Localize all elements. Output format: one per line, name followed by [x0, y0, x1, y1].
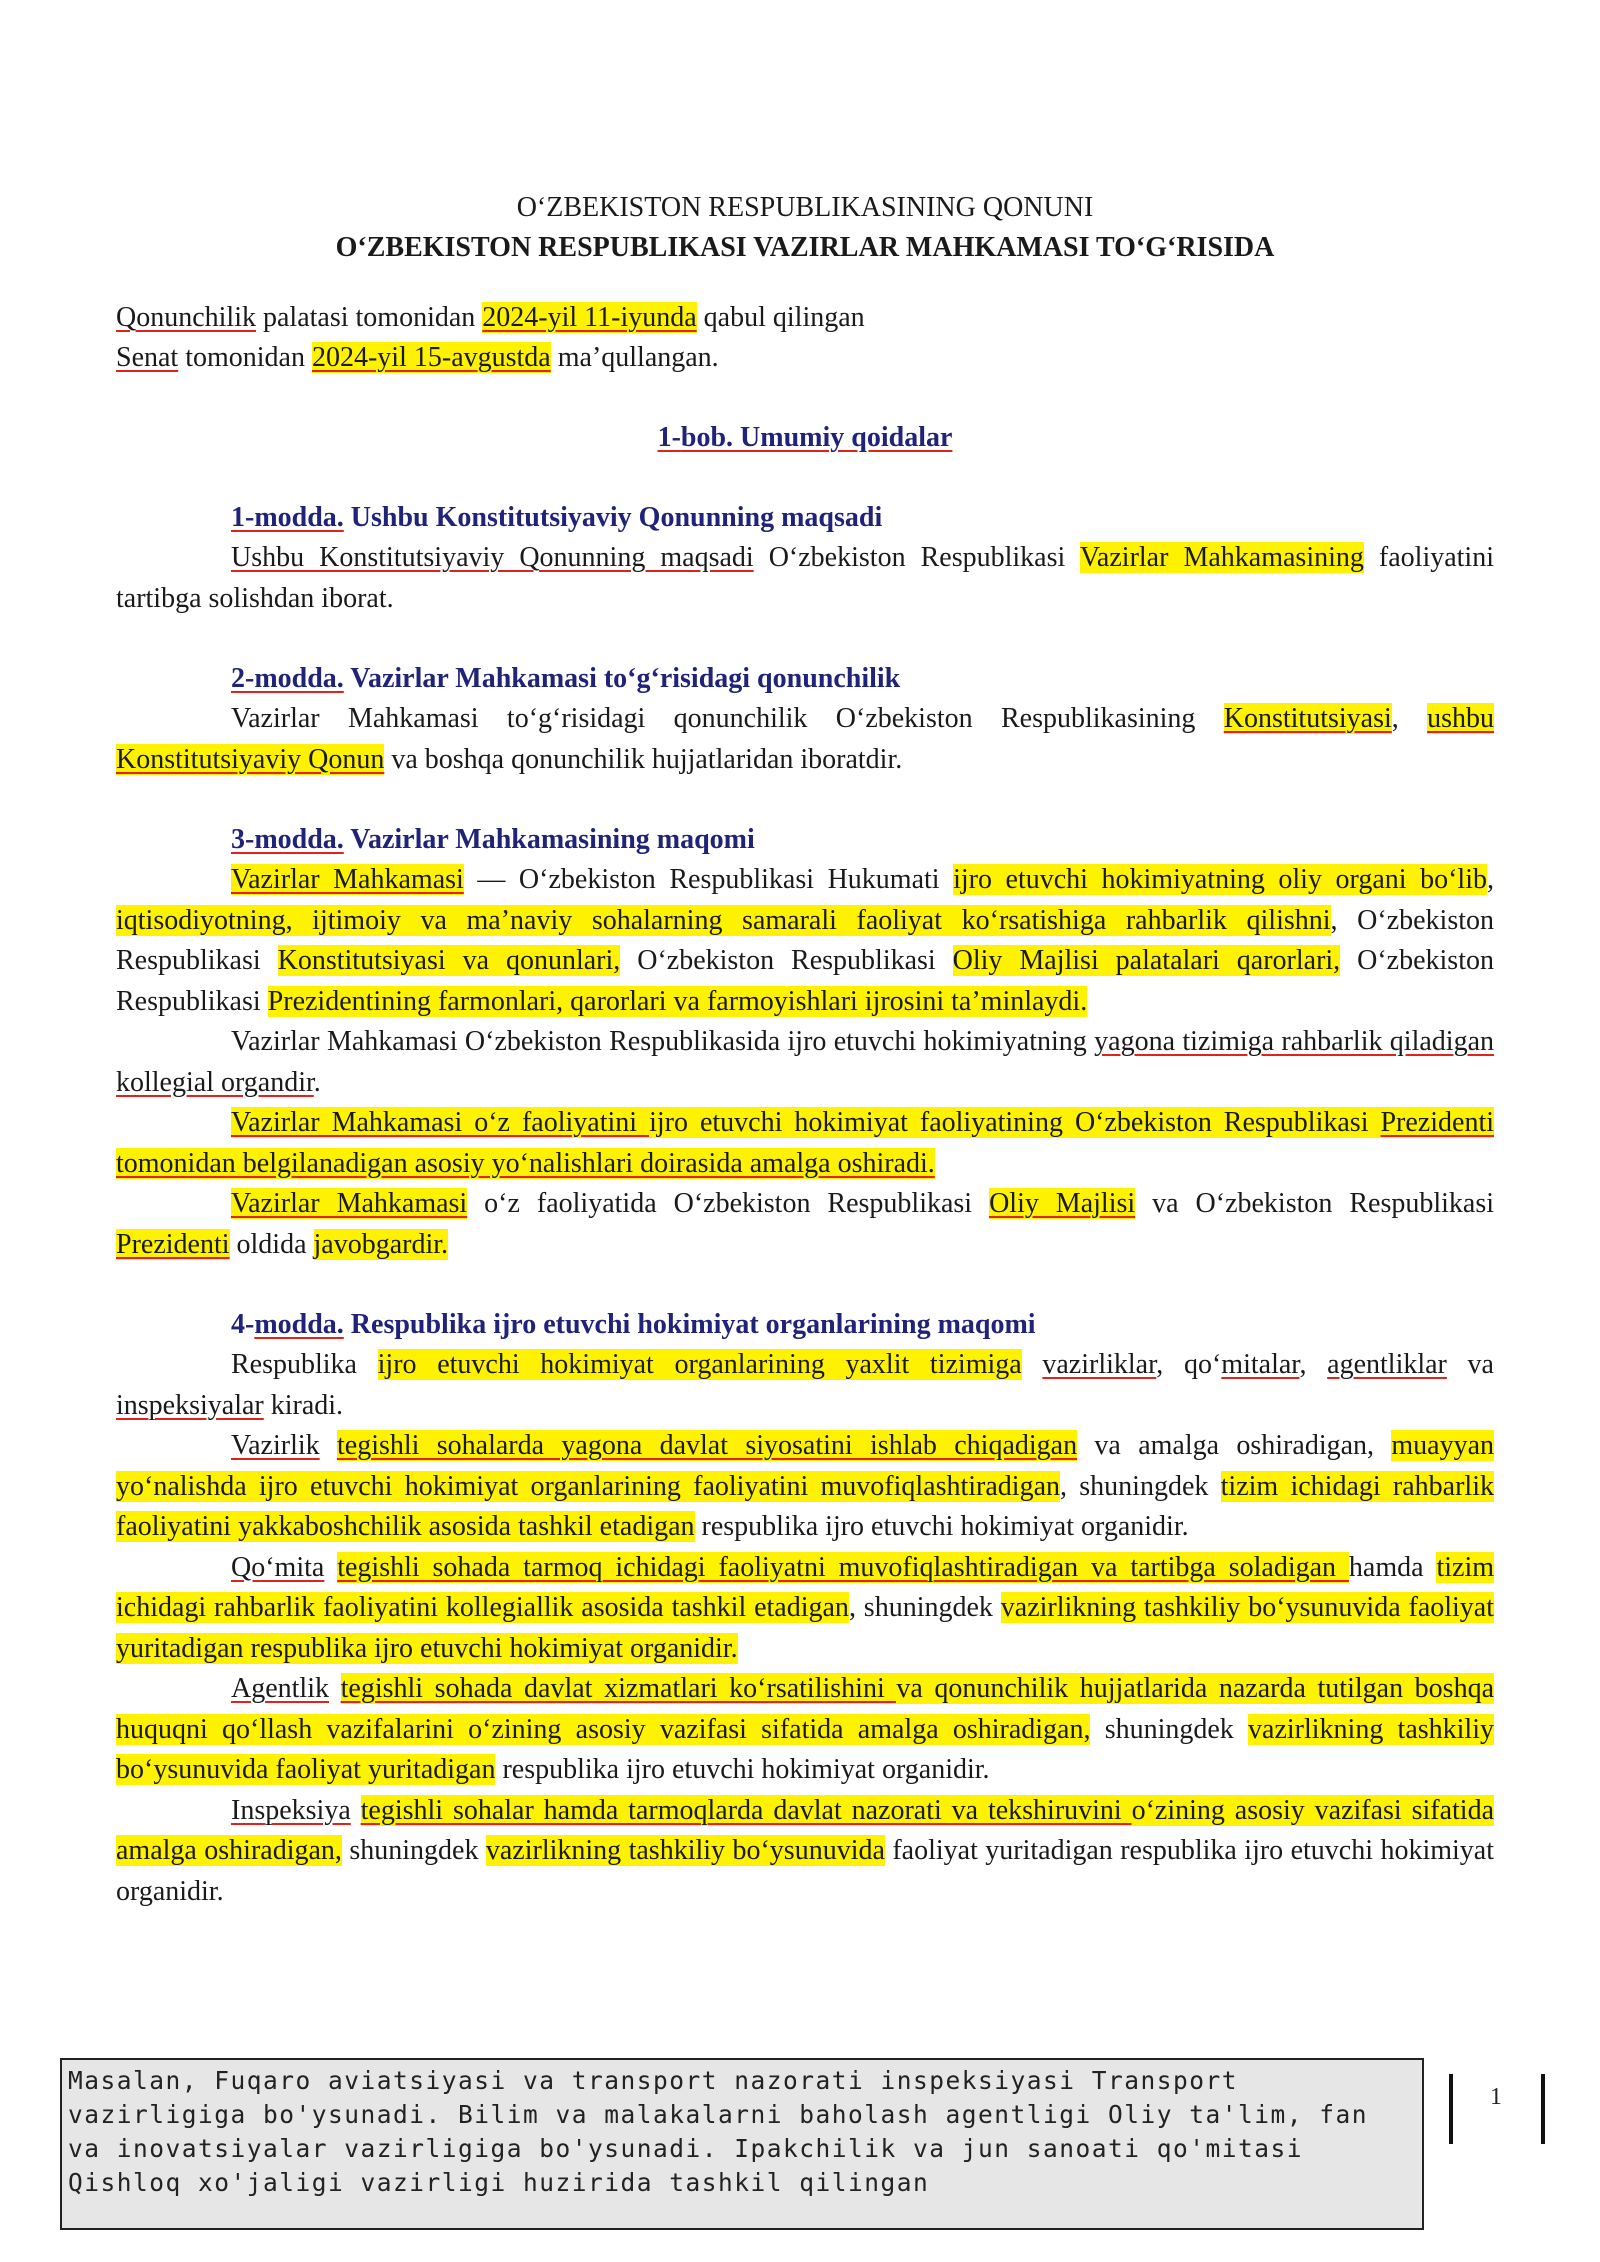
adoption-info [116, 298, 1494, 378]
paragraph [116, 1426, 1494, 1548]
footnote-box: Masalan, Fuqaro aviatsiyasi va transport nazorati inspeksiyasi Transport vazirligiga bo'ysunadi. Bilim va malakalarni baholash agentligi Oliy ta'lim, fan va inovatsiyalar vazirligiga bo'ysunadi. Ipakchilik va jun sanoati qo'mitasi Qishloq xo'jaligi vazirligi huzirida tashkil qilingan [60, 2058, 1424, 2230]
text-run: shuningdek [341, 1835, 486, 1866]
text-run [329, 1673, 341, 1704]
text-run: va boshqa qonunchilik hujjatlaridan iboratdir. [384, 743, 903, 775]
meta-text: ma’qullangan. [550, 342, 719, 373]
highlighted-text: vazirlikning tashkiliy bo‘ysunuvida [485, 1835, 885, 1866]
highlighted-text: Vazirlar Mahkamasi o‘z faoliyatini [231, 1107, 650, 1138]
underlined-text: Qo‘mita [231, 1551, 325, 1583]
text-run [320, 1430, 337, 1461]
text-run: faoliyatini tartibga solishdan iborat. [116, 542, 1494, 614]
text-run: Respublika [231, 1349, 378, 1380]
text-run [1022, 1349, 1043, 1380]
article-title [116, 659, 1494, 699]
article-number: 2-modda. [231, 663, 344, 694]
highlighted-text: Vazirlar Mahkamasining [1079, 542, 1364, 573]
highlighted-text: Vazirlar Mahkamasi [231, 1188, 468, 1219]
text-run: O‘zbekiston Respublikasi [116, 945, 1494, 1017]
highlighted-text: Oliy Majlisi palatalari qarorlari, [952, 945, 1341, 976]
text-run: Ushbu Konstitutsiyaviy Qonunning maqsadi [231, 542, 754, 573]
text-run: oldida [229, 1228, 314, 1260]
text-run: respublika ijro etuvchi hokimiyat organidir. [495, 1754, 990, 1785]
text-run: va amalga oshiradigan, [1077, 1430, 1392, 1461]
highlighted-text: Prezidentining farmonlari, qarorlari va farmoyishlari ijrosini ta’minlaydi. [267, 985, 1088, 1017]
text-run: respublika ijro etuvchi hokimiyat organidir. [694, 1511, 1189, 1542]
paragraph [116, 1669, 1494, 1791]
underlined-text: vazirliklar [1042, 1349, 1157, 1380]
header-line-1: O‘ZBEKISTON RESPUBLIKASINING QONUNI [516, 192, 1094, 223]
law-header [116, 188, 1494, 268]
article-3 [116, 820, 1494, 1265]
meta-chamber: Qonunchilik [116, 302, 256, 333]
text-run [351, 1795, 361, 1826]
paragraph [116, 699, 1494, 780]
highlighted-text: muayyan yo‘nalishda ijro etuvchi hokimiyat organlarining faoliyatini muvofiqlashtiradigan [116, 1430, 1495, 1502]
text-run: O‘zbekiston Respublikasi [620, 945, 953, 976]
meta-text: palatasi tomonidan [256, 302, 483, 333]
highlighted-text: Oliy Majlisi [989, 1188, 1136, 1219]
article-2 [116, 659, 1494, 780]
paragraph [116, 1184, 1494, 1265]
text-run: Vazirlar Mahkamasi O‘zbekiston Respublikasida ijro etuvchi hokimiyatning [231, 1026, 1095, 1057]
text-run: , [1487, 864, 1494, 895]
highlighted-text: tegishli sohalar hamda tarmoqlarda davlat nazorati va tekshiruvini [360, 1794, 1132, 1826]
highlighted-text: vazirlikning tashkiliy bo‘ysunuvida faoliyat yuritadigan [116, 1713, 1494, 1785]
highlighted-text: ijro etuvchi hokimiyatning oliy organi bo‘lib [953, 864, 1487, 895]
text-run: , shuningdek [848, 1592, 1001, 1623]
text-run: . [313, 1066, 321, 1098]
chapter-title: bob. Umumiy qoidalar [680, 422, 953, 453]
highlighted-text: o‘zining asosiy vazifasi sifatida amalga oshiradigan, [116, 1794, 1494, 1866]
article-name: Respublika ijro etuvchi hokimiyat organlarining maqomi [343, 1309, 1036, 1340]
page-number: 1 [1490, 2084, 1502, 2110]
article-name: Ushbu Konstitutsiyaviy Qonunning maqsadi [343, 502, 883, 533]
page-marker-right [1541, 2074, 1545, 2144]
highlighted-text: Vazirlar Mahkamasi [231, 864, 464, 895]
meta-text: qabul qilingan [696, 302, 865, 333]
article-number: 4- [231, 1309, 255, 1340]
article-number: 1-modda. [231, 502, 344, 533]
underlined-text: agentliklar [1327, 1349, 1447, 1380]
meta-text: tomonidan [178, 342, 312, 373]
text-run: hamda [1348, 1551, 1437, 1583]
text-run: kiradi. [263, 1389, 344, 1421]
article-number: 3-modda. [231, 824, 344, 855]
highlighted-text: Prezidenti [1380, 1107, 1495, 1138]
highlighted-text: Prezidenti [116, 1228, 230, 1260]
text-run: , [1391, 703, 1428, 734]
text-run: faoliyat yuritadigan respublika ijro etuvchi hokimiyat organidir. [116, 1835, 1494, 1907]
highlighted-text: tizim ichidagi rahbarlik faoliyatini kollegiallik asosida tashkil etadigan [116, 1551, 1494, 1623]
underlined-text: Agentlik [231, 1673, 329, 1704]
text-run: o‘z faoliyatida O‘zbekiston Respublikasi [467, 1188, 990, 1219]
highlighted-text: ushbu Konstitutsiyaviy Qonun [116, 703, 1495, 775]
text-run: , O‘zbekiston Respublikasi [116, 904, 1495, 976]
highlighted-text: va qonunchilik hujjatlarida nazarda tutilgan boshqa huquqni qo‘llash vazifalarini o‘zining asosiy vazifasi sifatida amalga oshiradigan, [116, 1673, 1495, 1745]
underlined-text: inspeksiyalar [116, 1389, 264, 1421]
article-name: Vazirlar Mahkamasi to‘g‘risidagi qonunchilik [343, 663, 901, 694]
text-run [324, 1552, 337, 1583]
adoption-line-1 [116, 298, 1494, 338]
highlighted-text: tegishli sohada tarmoq ichidagi faoliyatni muvofiqlashtiradigan va tartibga soladigan [337, 1551, 1349, 1583]
chapter-number: 1- [657, 422, 681, 453]
text-run: O‘zbekiston Respublikasi [753, 542, 1080, 573]
highlighted-text: tizim ichidagi rahbarlik faoliyatini yakkaboshchilik asosida tashkil etadigan [116, 1470, 1494, 1542]
document-title: O‘ZBEKISTON RESPUBLIKASI VAZIRLAR MAHKAMASI TO‘G‘RISIDA [335, 232, 1275, 263]
underlined-text: Inspeksiya [231, 1794, 351, 1826]
underlined-text: yagona tizimiga rahbarlik qiladigan kollegial organdir [116, 1026, 1494, 1098]
paragraph [116, 538, 1494, 619]
paragraph [116, 1791, 1494, 1913]
highlighted-text: iqtisodiyotning, ijtimoiy va ma’naviy sohalarning samarali faoliyat ko‘rsatishiga rahbarlik qilishni [116, 904, 1331, 936]
text-run: , shuningdek [1060, 1470, 1221, 1502]
article-name: Vazirlar Mahkamasining maqomi [343, 824, 755, 855]
highlighted-text: vazirlikning tashkiliy bo‘ysunuvida faoliyat yuritadigan respublika ijro etuvchi hokimiyat organidir. [116, 1592, 1495, 1664]
text-run: , qo‘ [1156, 1349, 1222, 1380]
paragraph [116, 860, 1494, 1022]
article-title [116, 820, 1494, 860]
article-title [116, 498, 1494, 538]
text-run: va [1446, 1349, 1494, 1380]
meta-senate: Senat [116, 342, 179, 373]
paragraph [116, 1022, 1494, 1103]
underlined-text: mitalar [1221, 1349, 1300, 1380]
text-run: Vazirlar Mahkamasi to‘g‘risidagi qonunchilik O‘zbekiston Respublikasining [231, 703, 1224, 734]
article-4 [116, 1305, 1494, 1912]
underlined-text: Vazirlik [231, 1430, 320, 1461]
paragraph [116, 1345, 1494, 1426]
highlighted-text: ijro etuvchi hokimiyat faoliyatining O‘zbekiston Respublikasi [649, 1107, 1381, 1138]
adoption-date: 2024-yil 11-iyunda [482, 302, 697, 333]
highlighted-text: Konstitutsiyasi [1223, 703, 1392, 734]
chapter-heading [116, 418, 1494, 458]
article-number: modda. [254, 1309, 344, 1340]
document-page [116, 188, 1494, 1912]
text-run: , [1299, 1349, 1328, 1380]
article-title [116, 1305, 1494, 1345]
page-marker-left [1449, 2074, 1453, 2144]
article-1 [116, 498, 1494, 619]
text-run: shuningdek [1090, 1713, 1249, 1745]
highlighted-text: tegishli sohalarda yagona davlat siyosatini ishlab chiqadigan [336, 1430, 1078, 1461]
highlighted-text: ijro etuvchi hokimiyat organlarining yaxlit tizimiga [377, 1349, 1022, 1380]
highlighted-text: tegishli sohada davlat xizmatlari ko‘rsatilishini [340, 1673, 897, 1704]
highlighted-text: javobgardir. [313, 1228, 449, 1260]
highlighted-text: tomonidan belgilanadigan asosiy yo‘nalishlari doirasida amalga oshiradi. [116, 1147, 935, 1179]
paragraph [116, 1548, 1494, 1670]
text-run: — O‘zbekiston Respublikasi Hukumati [463, 864, 954, 895]
text-run: va O‘zbekiston Respublikasi [1135, 1188, 1495, 1219]
approval-date: 2024-yil 15-avgustda [311, 342, 551, 373]
adoption-line-2 [116, 338, 1494, 378]
paragraph [116, 1103, 1494, 1184]
highlighted-text: Konstitutsiyasi va qonunlari, [277, 945, 621, 976]
